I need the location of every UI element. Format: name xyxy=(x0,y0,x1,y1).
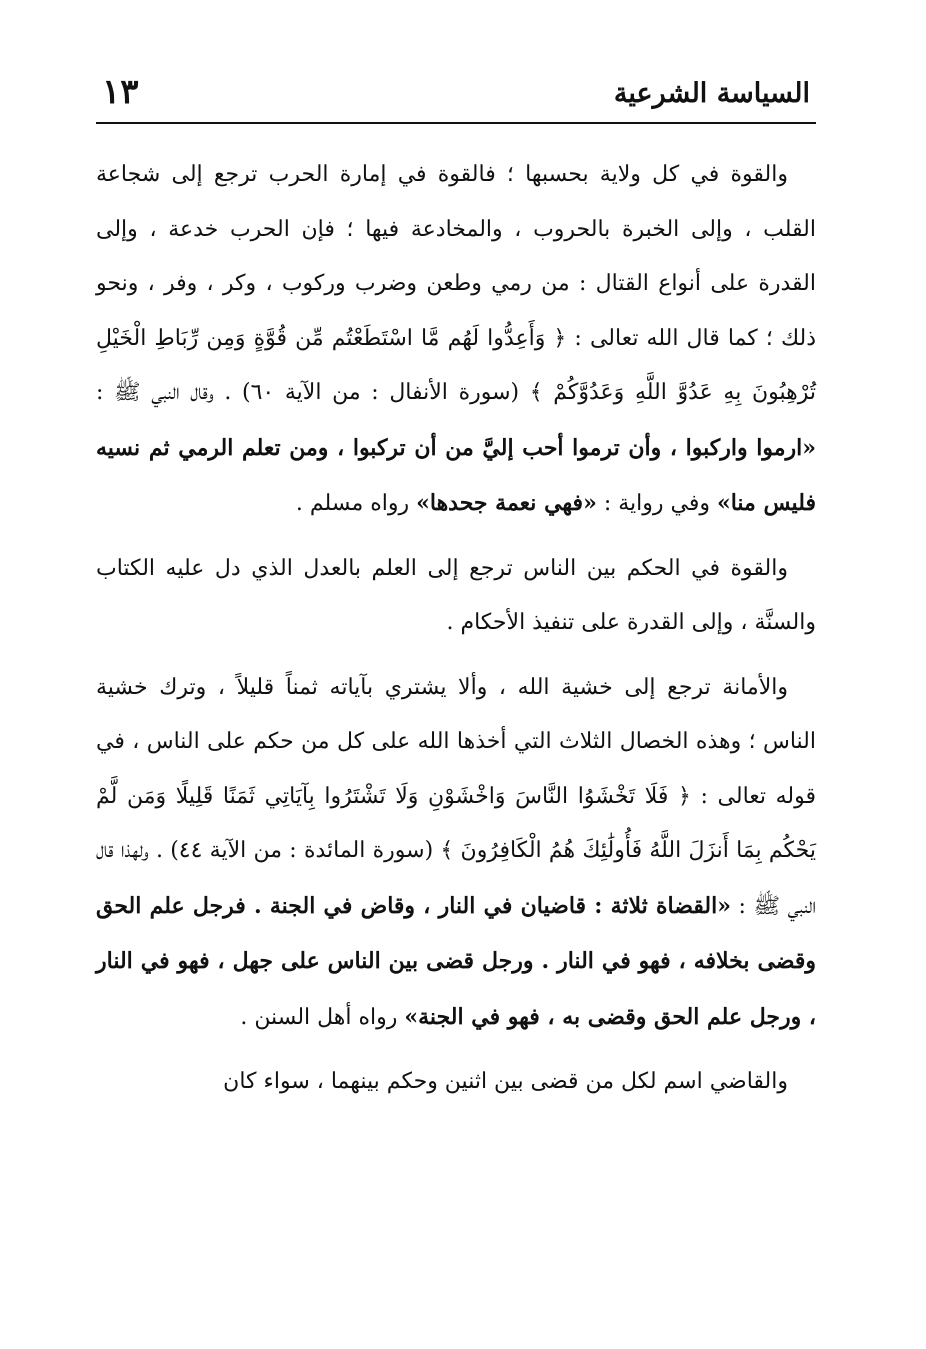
text-segment: والأمانة ترجع إلى خشية الله ، وألا يشتري بآياته ثمناً قليلاً ، وترك خشية الناس ؛ وهذه الخصال الثلاث التي أخذها الله على كل من حكم على الناس ، في قوله تعالى : xyxy=(96,674,816,809)
hadith-quote: «ارموا واركبوا ، وأن ترموا أحب إليَّ من أن تركبوا ، ومن تعلم الرمي ثم نسيه فليس منا» xyxy=(96,434,816,516)
text-segment: رواه أهل السنن . xyxy=(240,1004,405,1030)
text-segment: والقاضي اسم لكل من قضى بين اثنين وحكم بينهما ، سواء كان xyxy=(223,1069,788,1094)
hadith-quote: «فهي نعمة جحدها» xyxy=(416,490,597,516)
page-header xyxy=(96,72,816,124)
text-segment: (سورة المائدة : من الآية ٤٤) . ولهذا قال النبي ﷺ : xyxy=(96,838,817,919)
text-segment: والقوة في الحكم بين الناس ترجع إلى العلم بالعدل الذي دل عليه الكتاب والسنَّة ، وإلى القدرة على تنفيذ الأحكام . xyxy=(96,555,816,635)
text-segment: (سورة الأنفال : من الآية ٦٠) . وقال النبي ﷺ : xyxy=(96,380,530,405)
paragraph-3 xyxy=(96,661,816,1046)
paragraph-4 xyxy=(96,1055,816,1110)
text-segment: والقوة في كل ولاية بحسبها ؛ فالقوة في إمارة الحرب ترجع إلى شجاعة القلب ، وإلى الخبرة بالحروب ، والمخادعة فيها ؛ فإن الحرب خدعة ، وإلى القدرة على أنواع القتال : من رمي وطعن وضرب وركوب ، وكر ، وفر ، ونحو ذلك ؛ كما قال الله تعالى : xyxy=(96,162,817,351)
text-segment: رواه مسلم . xyxy=(295,491,417,516)
quran-verse: ﴿ فَلَا تَخْشَوُا النَّاسَ وَاخْشَوْنِ وَلَا تَشْتَرُوا بِآيَاتِي ثَمَنًا قَلِيلًا وَمَن لَّمْ يَحْكُم بِمَا أَنزَلَ اللَّهُ فَأُولَٰئِكَ هُمُ الْكَافِرُونَ ﴾ xyxy=(96,783,817,863)
running-title: السياسة الشرعية xyxy=(613,78,810,109)
paragraph-1 xyxy=(96,148,816,532)
text-segment: وفي رواية : xyxy=(596,491,717,516)
paragraph-2 xyxy=(96,542,816,651)
quran-verse: ﴿ وَأَعِدُّوا لَهُم مَّا اسْتَطَعْتُم مِّن قُوَّةٍ وَمِن رِّبَاطِ الْخَيْلِ تُرْهِبُونَ بِهِ عَدُوَّ اللَّهِ وَعَدُوَّكُمْ ﴾ xyxy=(96,325,816,405)
hadith-quote: «القضاة ثلاثة : قاضيان في النار ، وقاض في الجنة . فرجل علم الحق وقضى بخلافه ، فهو في النار . ورجل قضى بين الناس على جهل ، فهو في النار ، ورجل علم الحق وقضى به ، فهو في الجنة» xyxy=(96,892,816,1030)
page-body xyxy=(96,148,816,1110)
page-number: ١٣ xyxy=(102,72,139,112)
